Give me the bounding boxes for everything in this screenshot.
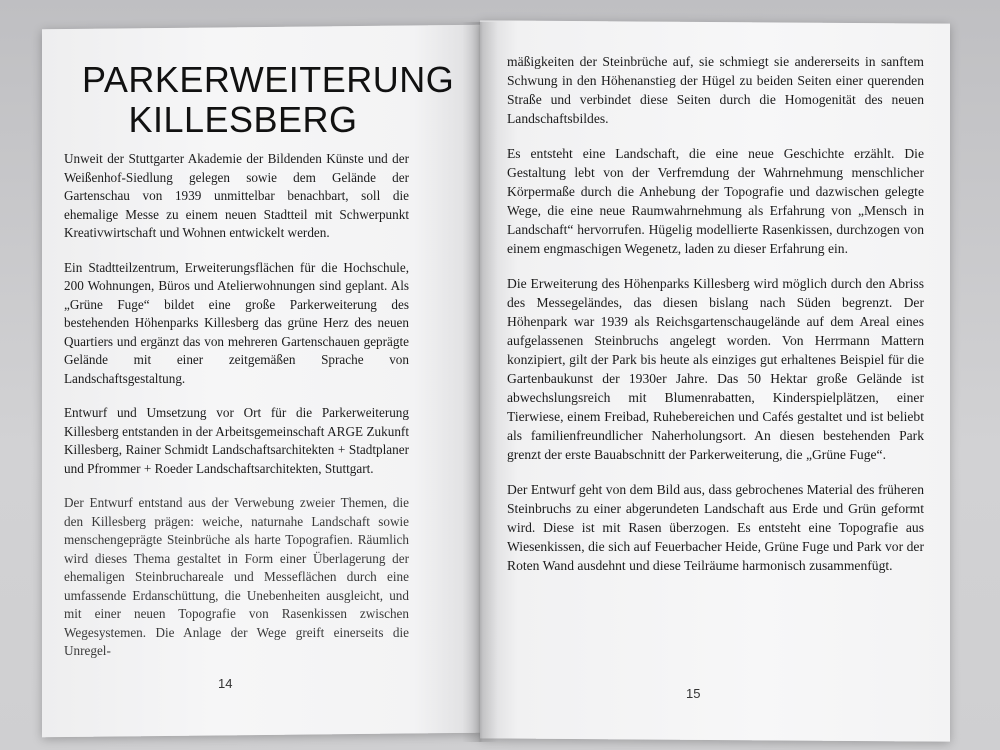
right-text-column — [507, 52, 924, 591]
paragraph: Unweit der Stuttgarter Akademie der Bildenden Künste und der Weißenhof-Siedlung gelegen sowie dem Gelände der Gartenschau von 1939 unmittelbar benachbart, soll die ehemalige Messe zu einem neuen Stadtteil mit Schwerpunkt Kreativwirtschaft und Wohnen entwickelt werden. — [64, 151, 409, 240]
paragraph: mäßigkeiten der Steinbrüche auf, sie schmiegt sie andererseits in sanftem Schwung in den Höhenanstieg der Hügel zu beiden Seiten einer querenden Straße und verbindet diese Seiten durch die Homogenität des neuen Landschaftsbildes. — [507, 54, 924, 126]
paragraph: Es entsteht eine Landschaft, die eine neue Geschichte erzählt. Die Gestaltung lebt von der Verfremdung der Wahrnehmung menschlicher Körpermaße durch die Anhebung der Topografie und dazwischen gelegte Wege, die eine neue Raumwahrnehmung als Erfahrung von „Mensch in Landschaft“ hervorrufen. Hügelig modellierte Rasenkissen, durchzogen von einem engmaschigen Wegenetz, laden zu dieser Erfahrung ein. — [507, 146, 924, 256]
title-line-1: PARKERWEITERUNG — [82, 59, 455, 100]
paragraph: Der Entwurf entstand aus der Verwebung zweier Themen, die den Killesberg prägen: weiche, naturnahe Landschaft sowie menschengeprägte Steinbrüche als harte Topografien. Räumlich wird dieses Thema gestaltet in Form einer Überlagerung der ehemaligen Steinbruchareale und Messeflächen durch eine umfassende Erdanschüttung, die Unebenheiten ausgleicht, und mit einer neuen Topografie von Rasenkissen zwischen Wegesystemen. Die Anlage der Wege greift einerseits die Unregel- — [64, 495, 409, 658]
left-text-column — [64, 150, 409, 677]
paragraph: Der Entwurf geht von dem Bild aus, dass gebrochenes Material des früheren Steinbruchs zu einer abgerundeten Landschaft aus Erde und Grün geformt wird. Diese ist mit Rasen überzogen. Es entsteht eine Topografie aus Wiesenkissen, die sich auf Feuerbacher Heide, Grüne Fuge und Park vor der Roten Wand ausdehnt und diese Teilräume harmonisch zusammenfügt. — [507, 482, 924, 573]
page-number-left: 14 — [218, 676, 233, 691]
paragraph: Die Erweiterung des Höhenparks Killesberg wird möglich durch den Abriss des Messegeländes, das diesen bislang nach Süden begrenzt. Der Höhenpark war 1939 als Reichsgartenschaugelände auf dem Areal eines aufgelassenen Steinbruchs angelegt worden. Von Herrmann Mattern konzipiert, gilt der Park bis heute als einziges gut erhaltenes Beispiel für die Gartenbaukunst der 1930er Jahre. Das 50 Hektar große Gelände ist abwechslungsreich mit Blumenrabatten, Kinderspielplätzen, einer Tierwiese, einem Freibad, Ruhebereichen und Cafés gestaltet und ist beliebt als familienfreundlicher Naherholungsort. An diesen bestehenden Park grenzt der erste Bauabschnitt der Parkerweiterung, die „Grüne Fuge“. — [507, 276, 924, 462]
page-title — [82, 59, 455, 140]
title-line-2: KILLESBERG — [128, 99, 358, 140]
page-number-right: 15 — [686, 686, 701, 701]
paragraph: Ein Stadtteilzentrum, Erweiterungsflächen für die Hochschule, 200 Wohnungen, Büros und Atelierwohnungen sind geplant. Als „Grüne Fuge“ bildet eine große Parkerweiterung des bestehenden Höhenparks Killesberg das grüne Herz des neuen Quartiers und ergänzt das von mehreren Gartenschauen geprägte Gelände mit einer zeitgemäßen Sprache von Landschaftsgestaltung. — [64, 259, 409, 386]
paragraph: Entwurf und Umsetzung vor Ort für die Parkerweiterung Killesberg entstanden in der Arbeitsgemeinschaft ARGE Zukunft Killesberg, Rainer Schmidt Landschaftsarchitekten + Stadtplaner und Pfrommer + Roeder Landschaftsarchitekten, Stuttgart. — [64, 405, 409, 476]
